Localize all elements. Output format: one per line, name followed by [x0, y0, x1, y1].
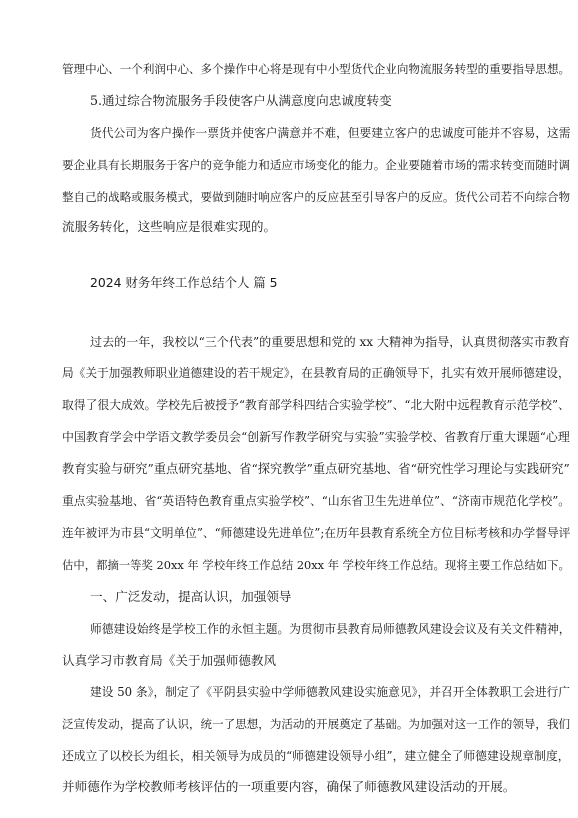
paragraph-line: 建设 50 条》，制定了《平阴县实验中学师德教风建设实施意见》，并召开全体教职工会进行广 [90, 685, 571, 699]
paragraph-line: 认真学习市教育局《关于加强师德教风 [62, 653, 277, 668]
paragraph-line: 教育实验与研究”重点研究基地、省“探究教学”重点研究基地、省“研究性学习理论与实践研究” [62, 462, 570, 476]
paragraph-line: 估中，都摘一等奖 20xx 年 学校年终工作总结 20xx 年 学校年终工作总结。现将主要工作总结如下。 [62, 558, 570, 572]
paragraph-line: 中国教育学会中学语文教学委员会“创新写作教学研究与实验”实验学校、省教育厅重大课题“心理 [62, 430, 570, 444]
paragraph-line: 要企业具有长期服务于客户的竞争能力和适应市场变化的能力。企业要随着市场的需求转变而随时调 [62, 158, 571, 172]
paragraph-line: 并师德作为学校教师考核评估的一项重要内容，确保了师德教风建设活动的开展。 [62, 779, 516, 794]
paragraph-line: 货代公司为客户操作一票货并使客户满意并不难，但要建立客户的忠诚度可能并不容易，这需 [90, 126, 571, 140]
paragraph-line: 整自己的战略或服务模式，要做到随时响应客户的反应甚至引导客户的反应。货代公司若不向综合物 [62, 190, 571, 204]
paragraph-line: 取得了很大成效。学校先后被授予“教育部学科四结合实验学校”、“北大附中远程教育示范学校”、 [62, 398, 570, 412]
section-subheading: 5.通过综合物流服务手段使客户从满意度向忠诚度转变 [90, 93, 392, 108]
paragraph-line: 过去的一年，我校以“三个代表”的重要思想和党的 xx 大精神为指导，认真贯彻落实市教育 [90, 335, 570, 349]
paragraph-line: 重点实验基地、省“英语特色教育重点实验学校”、“山东省卫生先进单位”、“济南市规范化学校”。 [62, 494, 571, 508]
article-heading: 2024 财务年终工作总结个人 篇 5 [90, 275, 278, 290]
paragraph-line: 泛宣传发动，提高了认识，统一了思想，为活动的开展奠定了基础。为加强对这一工作的领导，我们 [62, 717, 571, 731]
section-subheading: 一、广泛发动，提高认识，加强领导 [90, 589, 292, 604]
paragraph-line: 管理中心、一个利润中心、多个操作中心将是现有中小型货代企业向物流服务转型的重要指导思想。 [62, 62, 571, 76]
paragraph-line: 还成立了以校长为组长，相关领导为成员的“师德建设领导小组”，建立健全了师德建设规章制度， [62, 749, 570, 763]
paragraph-line: 流服务转化，这些响应是很难实现的。 [62, 219, 277, 234]
paragraph-line: 师德建设始终是学校工作的永恒主题。为贯彻市县教育局师德教风建设会议及有关文件精神， [90, 622, 571, 636]
paragraph-line: 局《关于加强教师职业道德建设的若干规定》，在县教育局的正确领导下，扎实有效开展师德建设， [62, 366, 570, 380]
paragraph-line: 连年被评为市县“文明单位”、“师德建设先进单位”;在历年县教育系统全方位目标考核和办学督导评 [62, 526, 571, 540]
